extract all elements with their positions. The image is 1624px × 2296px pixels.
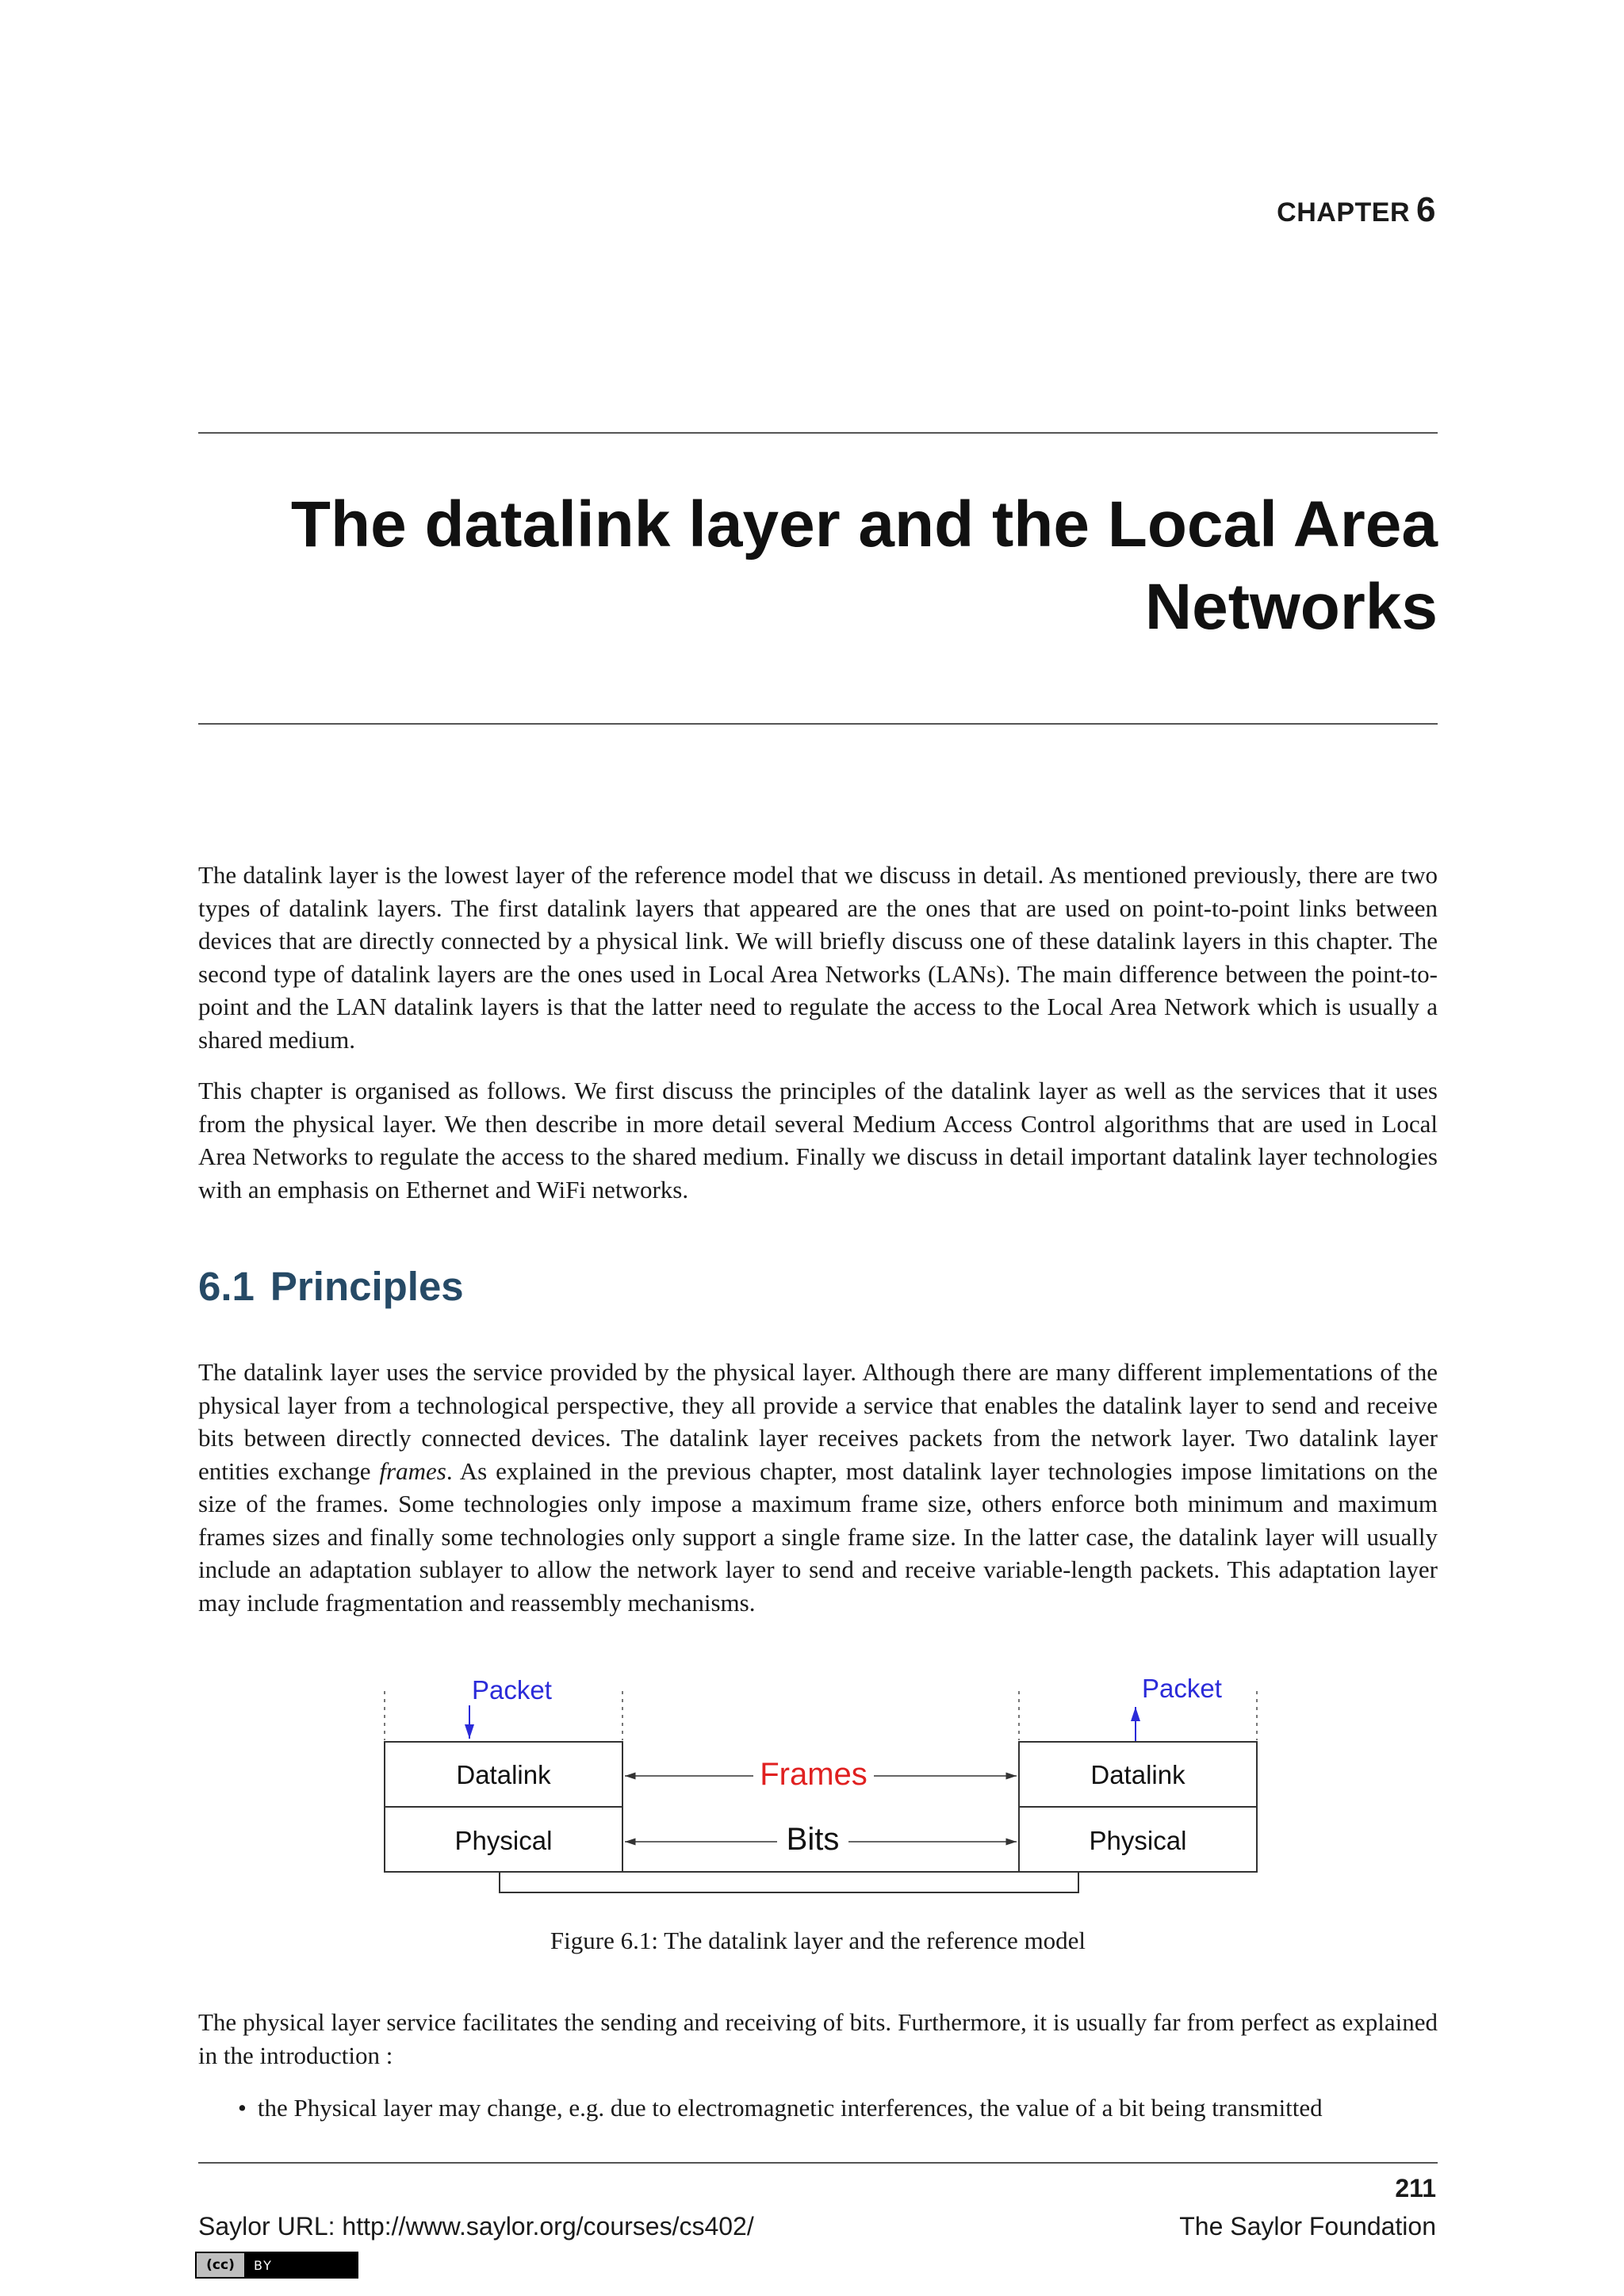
chapter-title-line2: Networks xyxy=(1144,571,1438,643)
datalink-reference-model-figure xyxy=(373,1669,1269,1907)
chapter-word: CHAPTER xyxy=(1277,197,1411,228)
frames-emphasis: frames xyxy=(379,1456,446,1485)
right-physical-label: Physical xyxy=(1089,1826,1187,1855)
bullet-text: the Physical layer may change, e.g. due to electromagnetic interferences, the value of a bit being transmitted xyxy=(257,2094,1323,2122)
principles-paragraph-2: The physical layer service facilitates the sending and receiving of bits. Furthermore, it is usually far from perfect as explained in the introduction : xyxy=(198,2008,1438,2069)
right-packet-label: Packet xyxy=(1142,1674,1222,1703)
principles-text-b: . As explained in the previous chapter, most datalink layer technologies impose limitations on the size of the frames. Some technologies only impose a maximum frame size, others enforce both minimum and maximum frames sizes and finally some technologies only support a single frame size. In the latter case, the datalink layer will usually include an adaptation sublayer to allow the network layer to send and receive variable-length packets. This adaptation layer may include fragmentation and reassembly mechanisms. xyxy=(198,1456,1438,1617)
frames-label: Frames xyxy=(760,1757,868,1792)
by-label: BY xyxy=(254,2257,273,2273)
chapter-number: 6 xyxy=(1416,190,1436,229)
title-rule-bottom xyxy=(198,723,1438,725)
left-physical-label: Physical xyxy=(454,1826,553,1855)
footer-rule xyxy=(198,2162,1438,2164)
bullet-icon: • xyxy=(238,2094,247,2122)
chapter-title-line1: The datalink layer and the Local Area xyxy=(290,488,1438,561)
section-number: 6.1 xyxy=(198,1264,255,1309)
left-datalink-label: Datalink xyxy=(456,1760,551,1789)
intro-paragraph-2: This chapter is organised as follows. We first discuss the principles of the datalink layer as well as the services that it uses from the physical layer. We then describe in more detail several Medium Access Control algorithms that are used in Local Area Networks to regulate the access to the shared medium. Finally we discuss in detail important datalink layer technologies with an emphasis on Ethernet and WiFi networks. xyxy=(198,1077,1438,1203)
list-item xyxy=(238,2091,1443,2125)
figure-caption: Figure 6.1: The datalink layer and the reference model xyxy=(550,1927,1086,1954)
intro-paragraph-1: The datalink layer is the lowest layer of the reference model that we discuss in detail. As mentioned previously, there are two types of datalink layers. The first datalink layers that appeared are the ones that are used on point-to-point links between devices that are directly connected by a physical link. We will briefly discuss one of these datalink layers in this chapter. The second type of datalink layers are the ones used in Local Area Networks (LANs). The main difference between the point-to-point and the LAN datalink layers is that the latter need to regulate the access to the Local Area Network which is usually a shared medium. xyxy=(198,861,1438,1054)
principles-text-a: The datalink layer uses the service provided by the physical layer. Although there are many different implementations of the physical layer from a technological perspective, they all provide a service that enables the datalink layer to send and receive bits between directly connected devices. The datalink layer receives packets from the network layer. Two datalink layer entities exchange xyxy=(198,1358,1438,1485)
section-title: Principles xyxy=(270,1264,464,1309)
footer-publisher: The Saylor Foundation xyxy=(1179,2212,1436,2241)
principles-paragraph-1 xyxy=(198,1356,1438,1619)
physical-medium-bar xyxy=(500,1872,1078,1892)
cc-by-license-badge xyxy=(195,2252,358,2279)
chapter-label xyxy=(1277,190,1436,230)
left-packet-label: Packet xyxy=(472,1675,552,1705)
chapter-title xyxy=(169,484,1438,649)
title-rule-top xyxy=(198,432,1438,434)
footer-url: Saylor URL: http://www.saylor.org/courses/cs402/ xyxy=(198,2212,754,2241)
bits-label: Bits xyxy=(786,1822,840,1857)
right-datalink-label: Datalink xyxy=(1090,1760,1185,1789)
page-number: 211 xyxy=(1395,2174,1436,2202)
section-heading xyxy=(198,1263,464,1310)
cc-icon: (cc) xyxy=(197,2253,246,2277)
